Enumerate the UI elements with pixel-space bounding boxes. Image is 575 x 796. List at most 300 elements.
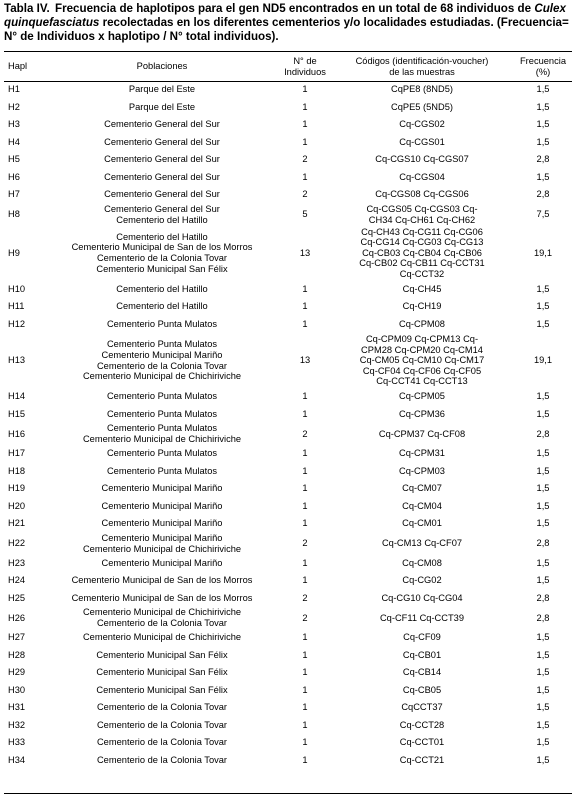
poblacion-line: Cementerio Municipal de San de los Morros [71,592,253,603]
table-row [4,423,575,445]
cell-n-individuos: 1 [302,171,308,182]
poblacion-line: Cementerio General del Sur [104,136,220,147]
table-row [4,169,575,187]
cell-hapl: H34 [8,754,26,765]
cell-frecuencia: 1,5 [536,483,550,494]
cell-n-individuos: 1 [302,408,308,419]
table-row [4,81,575,99]
cell-hapl: H20 [8,500,26,511]
poblacion-line: Cementerio Municipal Mariño [101,532,223,543]
poblacion-line: Cementerio General del Sur [104,154,220,165]
table-label: Tabla IV. [4,2,50,15]
poblacion-line: Cementerio Municipal de Chichiriviche [82,371,242,382]
cell-n-individuos: 1 [302,754,308,765]
cell-n-individuos: 1 [302,684,308,695]
cell-hapl: H30 [8,684,26,695]
cell-frecuencia: 2,8 [536,538,550,549]
cell-poblaciones [48,699,276,717]
poblacion-line: Cementerio de la Colonia Tovar [96,737,228,748]
cell-frecuencia: 1,5 [536,301,550,312]
cell-poblaciones [48,423,276,445]
codigo-line: Cq-CB05 [402,684,442,695]
poblacion-line: Cementerio Municipal Mariño [101,483,223,494]
cell-hapl: H29 [8,667,26,678]
cell-frecuencia: 2,8 [536,612,550,623]
caption-text-part2: recolectadas en los diferentes cementerios y/o localidades estudiadas. (Frecuencia= N° de Individuos x haplotipo / N° total individuos). [4,16,569,43]
cell-poblaciones [48,555,276,573]
table-row [4,445,575,463]
codigo-line: Cq-CF11 Cq-CCT39 [379,612,465,623]
cell-n-individuos: 1 [302,84,308,95]
codigo-line: Cq-CCT01 [399,737,445,748]
cell-codigos [334,664,510,682]
haplotype-table [4,52,575,769]
poblacion-line: Cementerio Municipal de San de los Morros [71,242,253,253]
cell-poblaciones [48,734,276,752]
codigo-line: Cq-CGS04 [399,171,445,182]
table-row [4,515,575,533]
header-n-individuos [276,52,334,81]
codigo-line: Cq-CF09 [403,632,441,643]
cell-frecuencia: 1,5 [536,448,550,459]
poblacion-line: Cementerio Punta Mulatos [106,391,218,402]
header-n-line: N° de [293,55,317,66]
poblacion-line: Cementerio Punta Mulatos [106,408,218,419]
cell-poblaciones [48,572,276,590]
cell-hapl: H14 [8,391,26,402]
table-row [4,281,575,299]
codigo-line: Cq-CGS01 [399,136,445,147]
table-row [4,463,575,481]
caption-species: Culex quinquefasciatus [4,2,566,29]
cell-codigos [334,445,510,463]
cell-hapl: H17 [8,448,26,459]
cell-n-individuos: 13 [299,247,311,258]
cell-codigos [334,204,510,226]
cell-poblaciones [48,647,276,665]
cell-frecuencia: 1,5 [536,101,550,112]
codigo-line: Cq-CPM37 Cq-CF08 [378,428,466,439]
cell-frecuencia: 19,1 [533,355,553,366]
cell-hapl: H10 [8,283,26,294]
poblacion-line: Cementerio Municipal de Chichiriviche [82,607,242,618]
table-body [4,81,575,769]
cell-codigos [334,423,510,445]
poblacion-line: Cementerio Municipal San Félix [96,263,228,274]
poblacion-line: Cementerio General del Sur [104,119,220,130]
codigo-line: Cq-CPM09 Cq-CPM13 Cq- [365,334,479,345]
cell-hapl: H32 [8,719,26,730]
poblacion-line: Cementerio General del Sur [104,171,220,182]
table-row [4,204,575,226]
cell-n-individuos: 2 [302,154,308,165]
cell-n-individuos: 1 [302,575,308,586]
cell-n-individuos: 2 [302,612,308,623]
cell-codigos [334,734,510,752]
cell-poblaciones [48,717,276,735]
codigo-line: Cq-CB14 [402,667,442,678]
cell-n-individuos: 13 [299,355,311,366]
cell-n-individuos: 1 [302,119,308,130]
table-row [4,629,575,647]
cell-codigos [334,555,510,573]
cell-frecuencia: 7,5 [536,209,550,220]
cell-poblaciones [48,664,276,682]
cell-poblaciones [48,226,276,281]
table-row [4,647,575,665]
cell-hapl: H15 [8,408,26,419]
header-frecuencia [510,52,575,81]
codigo-line: Cq-CPM36 [399,408,445,419]
poblacion-line: Cementerio de la Colonia Tovar [96,754,228,765]
poblacion-line: Cementerio Municipal de Chichiriviche [82,543,242,554]
cell-codigos [334,134,510,152]
cell-frecuencia: 1,5 [536,408,550,419]
cell-codigos [334,515,510,533]
poblacion-line: Cementerio Punta Mulatos [106,423,218,434]
cell-codigos [334,298,510,316]
cell-n-individuos: 1 [302,719,308,730]
poblacion-line: Cementerio Punta Mulatos [106,339,218,350]
header-codigos [334,52,510,81]
cell-poblaciones [48,316,276,334]
codigo-line: Cq-CF04 Cq-CF06 Cq-CF05 [362,365,482,376]
cell-n-individuos: 1 [302,632,308,643]
codigo-line: Cq-CM04 [402,500,442,511]
cell-hapl: H13 [8,355,26,366]
cell-codigos [334,682,510,700]
codigo-line: CH34 Cq-CH61 Cq-CH62 [368,214,476,225]
cell-poblaciones [48,445,276,463]
cell-hapl: H11 [8,301,25,312]
cell-poblaciones [48,333,276,388]
codigo-line: Cq-CB02 Cq-CB11 Cq-CCT31 [359,258,485,269]
cell-poblaciones [48,388,276,406]
cell-n-individuos: 1 [302,702,308,713]
table-row [4,572,575,590]
poblacion-line: Cementerio Municipal de Chichiriviche [82,632,242,643]
table-row [4,682,575,700]
cell-poblaciones [48,186,276,204]
poblacion-line: Cementerio del Hatillo [116,214,208,225]
codigo-line: Cq-CPM08 [399,318,445,329]
table-row [4,388,575,406]
poblacion-line: Cementerio General del Sur [104,189,220,200]
poblacion-line: Cementerio del Hatillo [116,301,208,312]
cell-frecuencia: 1,5 [536,465,550,476]
cell-codigos [334,629,510,647]
poblacion-line: Cementerio Punta Mulatos [106,448,218,459]
cell-codigos [334,406,510,424]
header-rule [4,81,572,82]
cell-poblaciones [48,498,276,516]
cell-poblaciones [48,204,276,226]
cell-hapl: H1 [8,84,20,95]
poblacion-line: Cementerio de la Colonia Tovar [96,702,228,713]
cell-hapl: H21 [8,518,26,529]
codigo-line: Cq-CM01 [402,518,442,529]
cell-poblaciones [48,682,276,700]
cell-n-individuos: 1 [302,649,308,660]
cell-hapl: H31 [8,702,26,713]
cell-codigos [334,463,510,481]
table-row [4,752,575,770]
table-row [4,555,575,573]
cell-n-individuos: 1 [302,301,308,312]
header-n-line: Individuos [284,66,326,77]
codigo-line: Cq-CH45 [402,283,442,294]
table-row [4,333,575,388]
codigo-line: Cq-CH43 Cq-CG11 Cq-CG06 [361,226,483,237]
poblacion-line: Cementerio Municipal Mariño [101,557,223,568]
cell-n-individuos: 1 [302,136,308,147]
cell-n-individuos: 1 [302,448,308,459]
cell-poblaciones [48,99,276,117]
codigo-line: CqPE5 (5ND5) [390,101,453,112]
cell-frecuencia: 2,8 [536,189,550,200]
cell-n-individuos: 2 [302,592,308,603]
header-hapl: Hapl [8,61,28,72]
poblacion-line: Parque del Este [128,101,196,112]
cell-codigos [334,699,510,717]
cell-codigos [334,752,510,770]
table-row [4,607,575,629]
codigo-line: Cq-CB03 Cq-CB04 Cq-CB06 [362,247,482,258]
cell-hapl: H4 [8,136,20,147]
cell-n-individuos: 2 [302,189,308,200]
codigo-line: Cq-CCT28 [399,719,445,730]
cell-hapl: H24 [8,575,26,586]
cell-hapl: H16 [8,428,26,439]
cell-codigos [334,333,510,388]
cell-poblaciones [48,116,276,134]
cell-hapl: H12 [8,318,26,329]
cell-frecuencia: 1,5 [536,557,550,568]
cell-hapl: H6 [8,171,20,182]
codigo-line: Cq-CG10 Cq-CG04 [381,592,463,603]
header-row [4,52,575,81]
cell-hapl: H5 [8,154,20,165]
table-row [4,316,575,334]
cell-frecuencia: 1,5 [536,84,550,95]
cell-hapl: H19 [8,483,26,494]
codigo-line: CqPE8 (8ND5) [390,84,453,95]
cell-frecuencia: 1,5 [536,391,550,402]
poblacion-line: Cementerio de la Colonia Tovar [96,360,228,371]
cell-frecuencia: 1,5 [536,283,550,294]
cell-codigos [334,572,510,590]
table-row [4,186,575,204]
cell-n-individuos: 1 [302,318,308,329]
cell-codigos [334,99,510,117]
poblacion-line: Cementerio Municipal de Chichiriviche [82,434,242,444]
codigo-line: Cq-CM05 Cq-CM10 Cq-CM17 [359,355,485,366]
cell-hapl: H25 [8,592,26,603]
cell-hapl: H8 [8,209,20,220]
cell-poblaciones [48,463,276,481]
cell-frecuencia: 1,5 [536,719,550,730]
codigo-line: Cq-CM07 [402,483,442,494]
cell-frecuencia: 1,5 [536,500,550,511]
cell-n-individuos: 1 [302,737,308,748]
poblacion-line: Cementerio Municipal Mariño [101,500,223,511]
header-codigos-line: Códigos (identificación-voucher) [355,55,489,66]
cell-hapl: H7 [8,189,20,200]
cell-poblaciones [48,298,276,316]
poblacion-line: Cementerio Municipal Mariño [101,349,223,360]
cell-poblaciones [48,81,276,99]
cell-n-individuos: 5 [302,209,308,220]
cell-hapl: H27 [8,632,26,643]
poblacion-line: Cementerio Municipal San Félix [96,684,228,695]
cell-hapl: H18 [8,465,26,476]
table-row [4,151,575,169]
cell-frecuencia: 1,5 [536,632,550,643]
codigo-line: Cq-CGS10 Cq-CGS07 [375,154,469,165]
poblacion-line: Cementerio Punta Mulatos [106,318,218,329]
table-row [4,480,575,498]
table-row [4,99,575,117]
poblacion-line: Parque del Este [128,84,196,95]
cell-codigos [334,281,510,299]
codigo-line: Cq-CG02 [402,575,442,586]
header-frecuencia-line: Frecuencia [520,55,566,66]
codigo-line: Cq-CPM05 [399,391,445,402]
cell-n-individuos: 1 [302,483,308,494]
codigo-line: Cq-CG14 Cq-CG03 Cq-CG13 [360,237,484,248]
cell-n-individuos: 1 [302,465,308,476]
cell-codigos [334,151,510,169]
cell-frecuencia: 1,5 [536,318,550,329]
poblacion-line: Cementerio de la Colonia Tovar [96,253,228,263]
poblacion-line: Cementerio del Hatillo [116,231,208,242]
header-poblaciones: Poblaciones [136,61,188,72]
cell-hapl: H23 [8,557,26,568]
cell-frecuencia: 1,5 [536,702,550,713]
cell-frecuencia: 19,1 [533,247,553,258]
cell-poblaciones [48,590,276,608]
codigo-line: Cq-CCT21 [399,754,445,765]
table-row [4,533,575,555]
table-row [4,699,575,717]
codigo-line: CqCCT37 [401,702,443,713]
cell-frecuencia: 1,5 [536,136,550,147]
cell-codigos [334,717,510,735]
cell-frecuencia: 2,8 [536,592,550,603]
poblacion-line: Cementerio Municipal San Félix [96,667,228,678]
codigo-line: Cq-CCT41 Cq-CCT13 [376,376,468,387]
codigo-line: Cq-CGS05 Cq-CGS03 Cq- [366,203,478,214]
poblacion-line: Cementerio General del Sur [104,203,220,214]
cell-frecuencia: 1,5 [536,754,550,765]
cell-poblaciones [48,629,276,647]
header-codigos-line: de las muestras [389,66,455,77]
cell-n-individuos: 1 [302,283,308,294]
cell-poblaciones [48,607,276,629]
cell-frecuencia: 1,5 [536,171,550,182]
cell-frecuencia: 2,8 [536,428,550,439]
cell-frecuencia: 1,5 [536,684,550,695]
cell-frecuencia: 2,8 [536,154,550,165]
cell-hapl: H22 [8,538,26,549]
table-row [4,734,575,752]
cell-codigos [334,590,510,608]
cell-hapl: H9 [8,247,20,258]
table-row [4,590,575,608]
cell-frecuencia: 1,5 [536,667,550,678]
table-caption [4,2,572,44]
table-row [4,298,575,316]
caption-text-part1: Frecuencia de haplotipos para el gen ND5 encontrados en un total de 68 individuos de [55,2,532,15]
header-frecuencia-line: (%) [535,66,551,77]
table-row [4,406,575,424]
cell-poblaciones [48,281,276,299]
cell-poblaciones [48,151,276,169]
table-row [4,134,575,152]
codigo-line: Cq-CM08 [402,557,442,568]
codigo-line: CPM28 Cq-CPM20 Cq-CM14 [361,344,483,355]
cell-hapl: H26 [8,612,26,623]
cell-hapl: H3 [8,119,20,130]
poblacion-line: Cementerio Municipal Mariño [101,518,223,529]
poblacion-line: Cementerio Municipal San Félix [96,649,228,660]
codigo-line: Cq-CM13 Cq-CF07 [381,538,463,549]
poblacion-line: Cementerio del Hatillo [116,283,208,294]
poblacion-line: Cementerio Municipal de San de los Morros [71,575,253,586]
codigo-line: Cq-CGS08 Cq-CGS06 [375,189,469,200]
cell-codigos [334,388,510,406]
table-row [4,664,575,682]
cell-n-individuos: 2 [302,428,308,439]
cell-n-individuos: 1 [302,500,308,511]
cell-codigos [334,169,510,187]
cell-frecuencia: 1,5 [536,119,550,130]
cell-poblaciones [48,533,276,555]
cell-n-individuos: 1 [302,557,308,568]
cell-codigos [334,498,510,516]
cell-codigos [334,186,510,204]
poblacion-line: Cementerio de la Colonia Tovar [96,719,228,730]
poblacion-line: Cementerio Punta Mulatos [106,465,218,476]
cell-frecuencia: 1,5 [536,575,550,586]
codigo-line: Cq-CB01 [402,649,442,660]
cell-codigos [334,533,510,555]
table-row [4,498,575,516]
cell-frecuencia: 1,5 [536,737,550,748]
cell-frecuencia: 1,5 [536,649,550,660]
cell-poblaciones [48,515,276,533]
cell-poblaciones [48,406,276,424]
cell-codigos [334,81,510,99]
cell-hapl: H33 [8,737,26,748]
cell-n-individuos: 1 [302,391,308,402]
poblacion-line: Cementerio de la Colonia Tovar [96,618,228,628]
bottom-rule [4,793,572,794]
cell-codigos [334,226,510,281]
cell-n-individuos: 1 [302,518,308,529]
table-row [4,717,575,735]
cell-hapl: H2 [8,101,20,112]
cell-poblaciones [48,134,276,152]
cell-poblaciones [48,169,276,187]
cell-poblaciones [48,480,276,498]
codigo-line: Cq-CPM31 [399,448,445,459]
cell-poblaciones [48,752,276,770]
cell-frecuencia: 1,5 [536,518,550,529]
codigo-line: Cq-CCT32 [399,268,445,279]
cell-hapl: H28 [8,649,26,660]
codigo-line: Cq-CPM03 [399,465,445,476]
